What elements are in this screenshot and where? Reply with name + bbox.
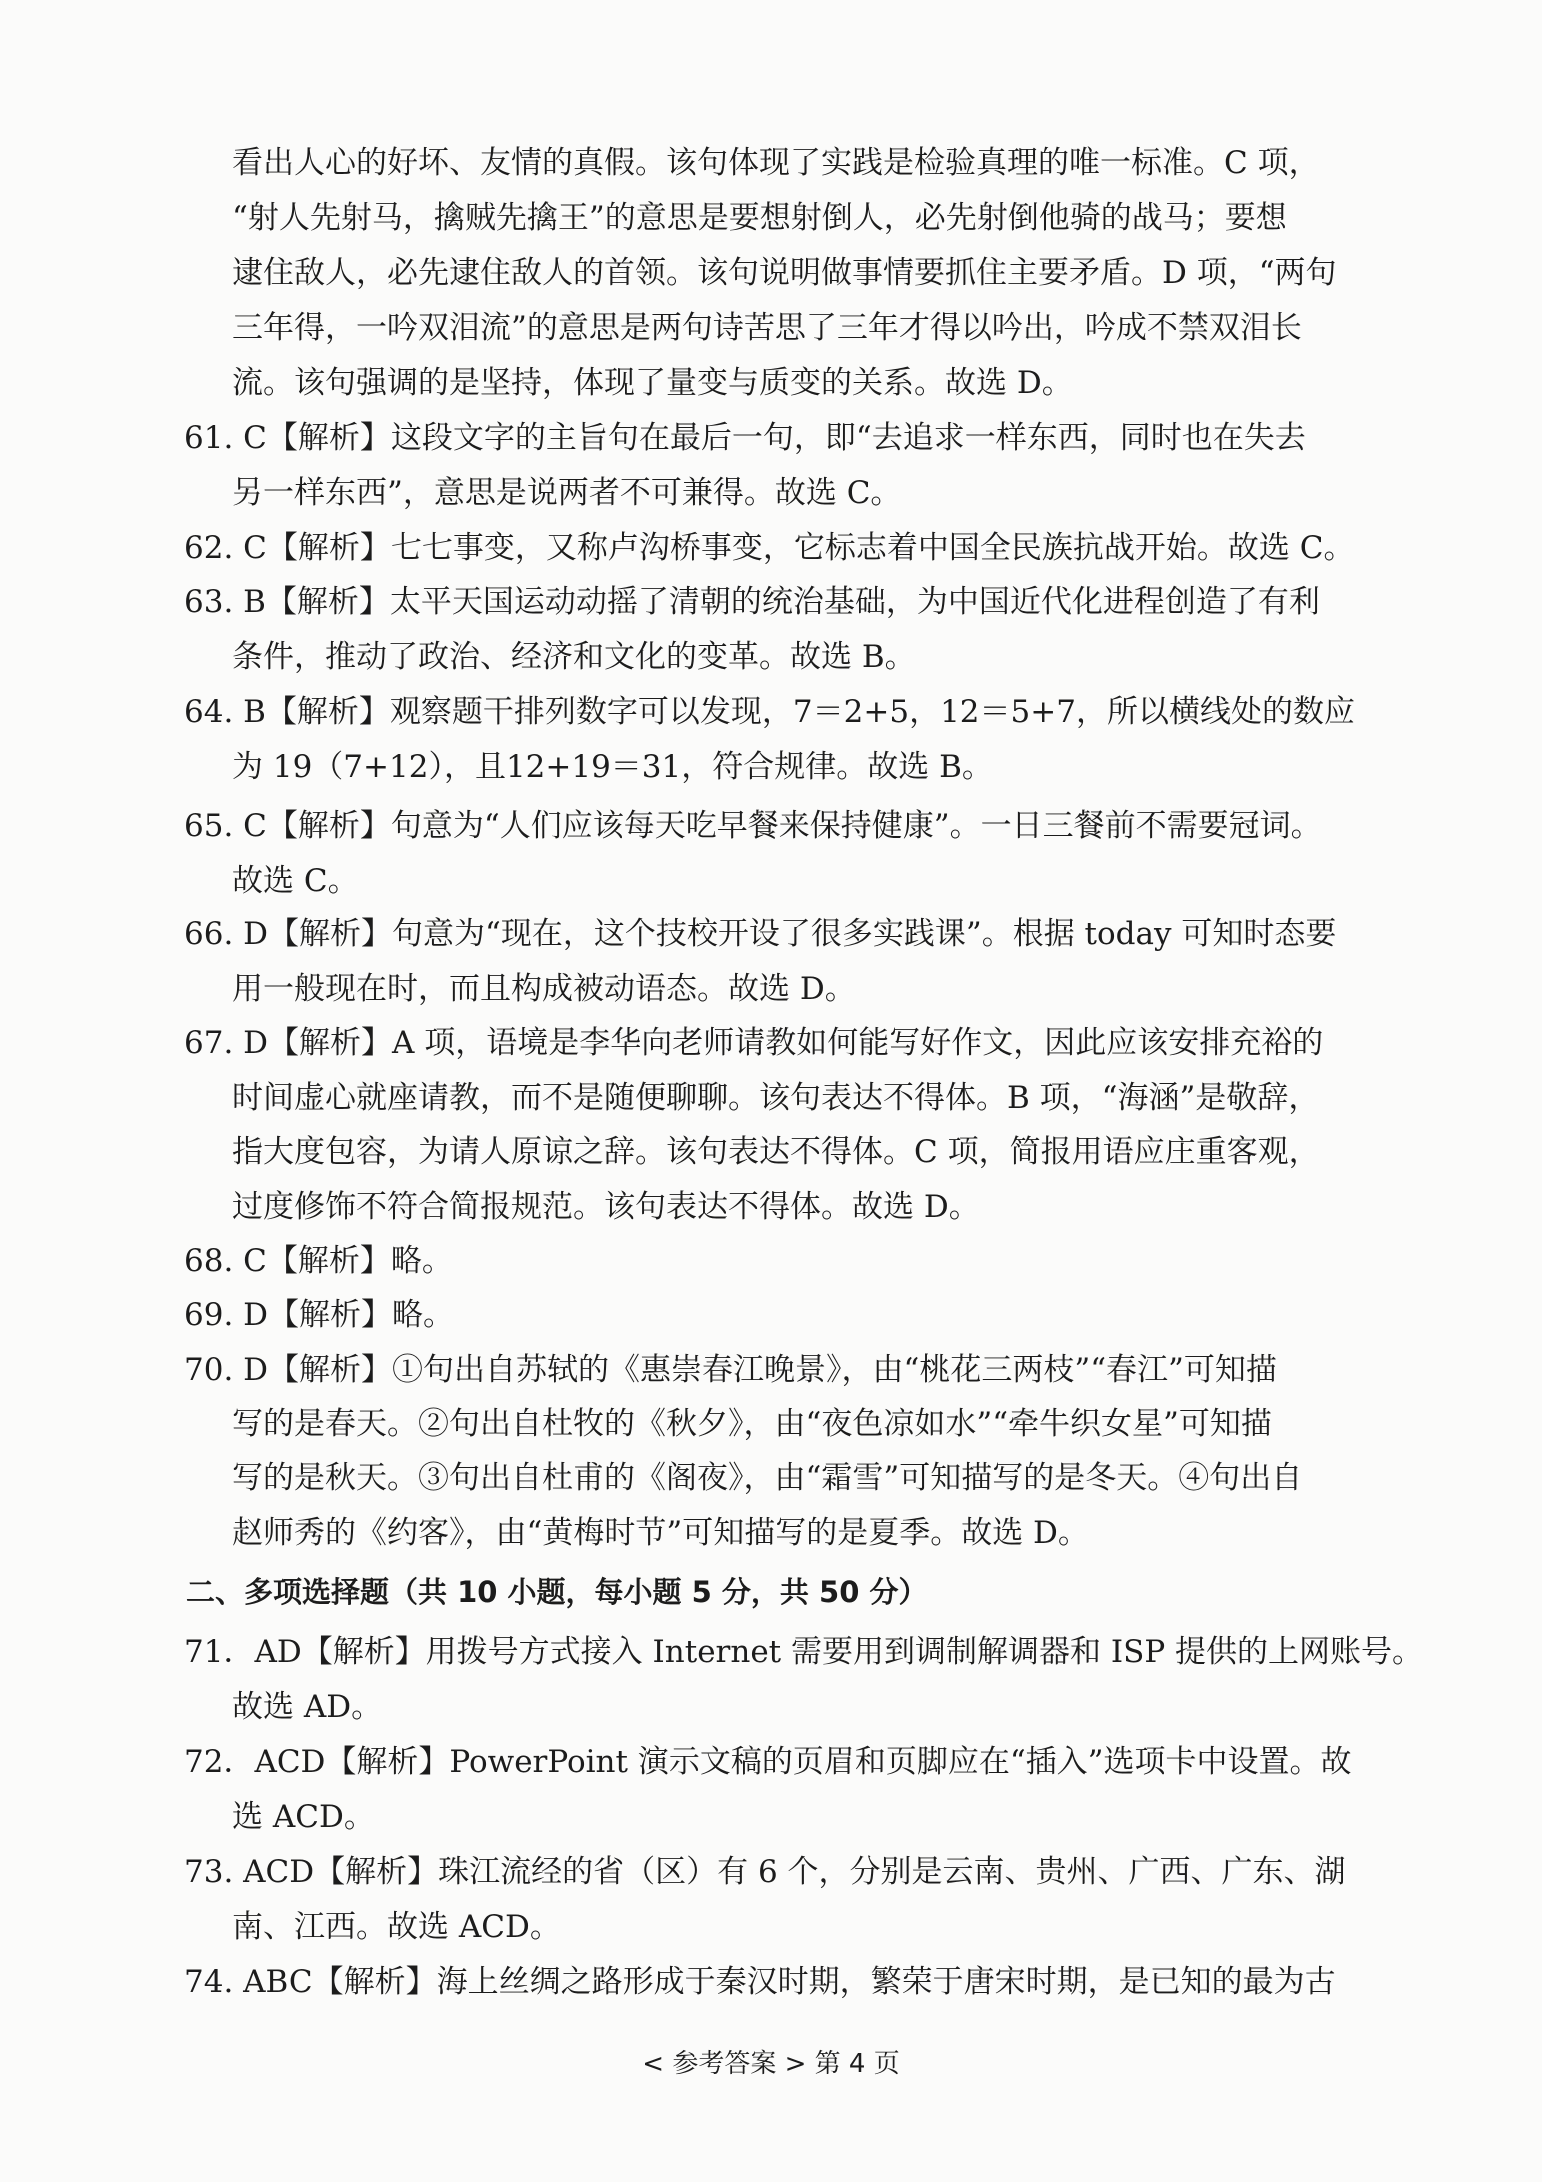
answer-68: 68. C【解析】略。 (184, 1243, 453, 1279)
section-heading: 二、多项选择题（共 10 小题，每小题 5 分，共 50 分） (186, 1575, 928, 1609)
text-line: 为 19（7+12），且12+19＝31，符合规律。故选 B。 (232, 749, 993, 785)
text-line: 看出人心的好坏、友情的真假。该句体现了实践是检验真理的唯一标准。C 项， (232, 145, 1320, 181)
text-line: 南、江西。故选 ACD。 (232, 1909, 561, 1945)
text-line: 时间虚心就座请教，而不是随便聊聊。该句表达不得体。B 项，“海涵”是敬辞， (232, 1080, 1320, 1116)
answer-71: 71．AD【解析】用拨号方式接入 Internet 需要用到调制解调器和 ISP 提供的上网账号。 (184, 1634, 1424, 1670)
text-line: 写的是春天。②句出自杜牧的《秋夕》，由“夜色凉如水”“牵牛织女星”可知描 (232, 1406, 1272, 1442)
text-line: 流。该句强调的是坚持，体现了量变与质变的关系。故选 D。 (232, 365, 1073, 401)
answer-62: 62. C【解析】七七事变，又称卢沟桥事变，它标志着中国全民族抗战开始。故选 C。 (184, 530, 1355, 566)
text-line: 赵师秀的《约客》，由“黄梅时节”可知描写的是夏季。故选 D。 (232, 1515, 1089, 1551)
answer-61: 61. C【解析】这段文字的主旨句在最后一句，即“去追求一样东西，同时也在失去 (184, 420, 1306, 456)
answer-65: 65. C【解析】句意为“人们应该每天吃早餐来保持健康”。一日三餐前不需要冠词。 (184, 808, 1322, 844)
text-line: “射人先射马，擒贼先擒王”的意思是要想射倒人，必先射倒他骑的战马；要想 (232, 200, 1287, 236)
text-line: 条件，推动了政治、经济和文化的变革。故选 B。 (232, 639, 916, 675)
text-line: 选 ACD。 (232, 1799, 375, 1835)
page-footer: < 参考答案 > 第 4 页 (642, 2049, 900, 2079)
answer-63: 63. B【解析】太平天国运动动摇了清朝的统治基础，为中国近代化进程创造了有利 (184, 584, 1320, 620)
answer-72: 72．ACD【解析】PowerPoint 演示文稿的页眉和页脚应在“插入”选项卡中设置。故 (184, 1744, 1352, 1780)
text-line: 用一般现在时，而且构成被动语态。故选 D。 (232, 971, 856, 1007)
text-line: 指大度包容，为请人原谅之辞。该句表达不得体。C 项，简报用语应庄重客观， (232, 1134, 1320, 1170)
answer-64: 64. B【解析】观察题干排列数字可以发现，7＝2+5，12＝5+7，所以横线处的数应 (184, 694, 1355, 730)
answer-74: 74. ABC【解析】海上丝绸之路形成于秦汉时期，繁荣于唐宋时期，是已知的最为古 (184, 1964, 1336, 2000)
answer-69: 69. D【解析】略。 (184, 1297, 455, 1333)
text-line: 逮住敌人，必先逮住敌人的首领。该句说明做事情要抓住主要矛盾。D 项，“两句 (232, 255, 1337, 291)
text-line: 写的是秋天。③句出自杜甫的《阁夜》，由“霜雪”可知描写的是冬天。④句出自 (232, 1460, 1303, 1496)
text-line: 另一样东西”，意思是说两者不可兼得。故选 C。 (232, 475, 902, 511)
answer-66: 66. D【解析】句意为“现在，这个技校开设了很多实践课”。根据 today 可知时态要 (184, 916, 1337, 952)
text-line: 三年得，一吟双泪流”的意思是两句诗苦思了三年才得以吟出，吟成不禁双泪长 (232, 310, 1302, 346)
answer-70: 70. D【解析】①句出自苏轼的《惠崇春江晚景》，由“桃花三两枝”“春江”可知描 (184, 1352, 1277, 1388)
text-line: 故选 C。 (232, 863, 359, 899)
text-line: 故选 AD。 (232, 1689, 383, 1725)
text-line: 过度修饰不符合简报规范。该句表达不得体。故选 D。 (232, 1189, 980, 1225)
answer-67: 67. D【解析】A 项，语境是李华向老师请教如何能写好作文，因此应该安排充裕的 (184, 1025, 1324, 1061)
answer-73: 73. ACD【解析】珠江流经的省（区）有 6 个，分别是云南、贵州、广西、广东、湖 (184, 1854, 1346, 1890)
